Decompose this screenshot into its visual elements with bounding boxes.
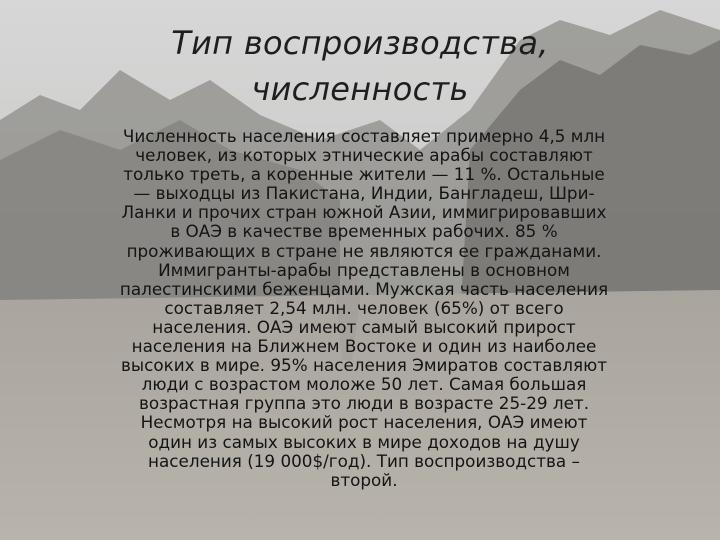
body-line: второй. (330, 469, 398, 490)
body-line: Ланки и прочих стран южной Азии, иммигрировавших (121, 202, 607, 223)
body-line: высоких в мире. 95% населения Эмиратов составляют (120, 355, 608, 376)
body-line: населения (19 000$/год). Тип воспроизводства – (148, 450, 580, 471)
title-line: численность (251, 70, 469, 108)
title-line: Тип воспроизводства, (171, 24, 549, 62)
slide-title (60, 20, 660, 112)
body-line: проживающих в стране не являются ее гражданами. (126, 240, 602, 261)
body-line: Численность населения составляет примерно 4,5 млн (122, 126, 606, 146)
body-line: палестинскими беженцами. Мужская часть населения (119, 278, 609, 299)
body-line: человек, из которых этнические арабы составляют (135, 145, 593, 166)
body-line: Несмотря на высокий рост населения, ОАЭ имеют (140, 412, 588, 433)
slide-body-text (62, 127, 666, 490)
body-line: Иммигранты-арабы представлены в основном (158, 259, 570, 280)
body-line: населения. ОАЭ имеют самый высокий прирост (152, 316, 576, 337)
body-line: составляет 2,54 млн. человек (65%) от всего (164, 297, 564, 318)
body-line: населения на Ближнем Востоке и один из наиболее (131, 336, 597, 357)
body-line: только треть, а коренные жители — 11 %. Остальные (123, 164, 605, 185)
body-line: один из самых высоких в мире доходов на душу (148, 431, 580, 452)
body-line: в ОАЭ в качестве временных рабочих. 85 % (170, 221, 558, 242)
body-line: — выходцы из Пакистана, Индии, Бангладеш, Шри- (133, 183, 595, 204)
body-line: люди с возрастом моложе 50 лет. Самая большая (141, 374, 587, 395)
body-line: возрастная группа это люди в возрасте 25-29 лет. (138, 393, 590, 414)
